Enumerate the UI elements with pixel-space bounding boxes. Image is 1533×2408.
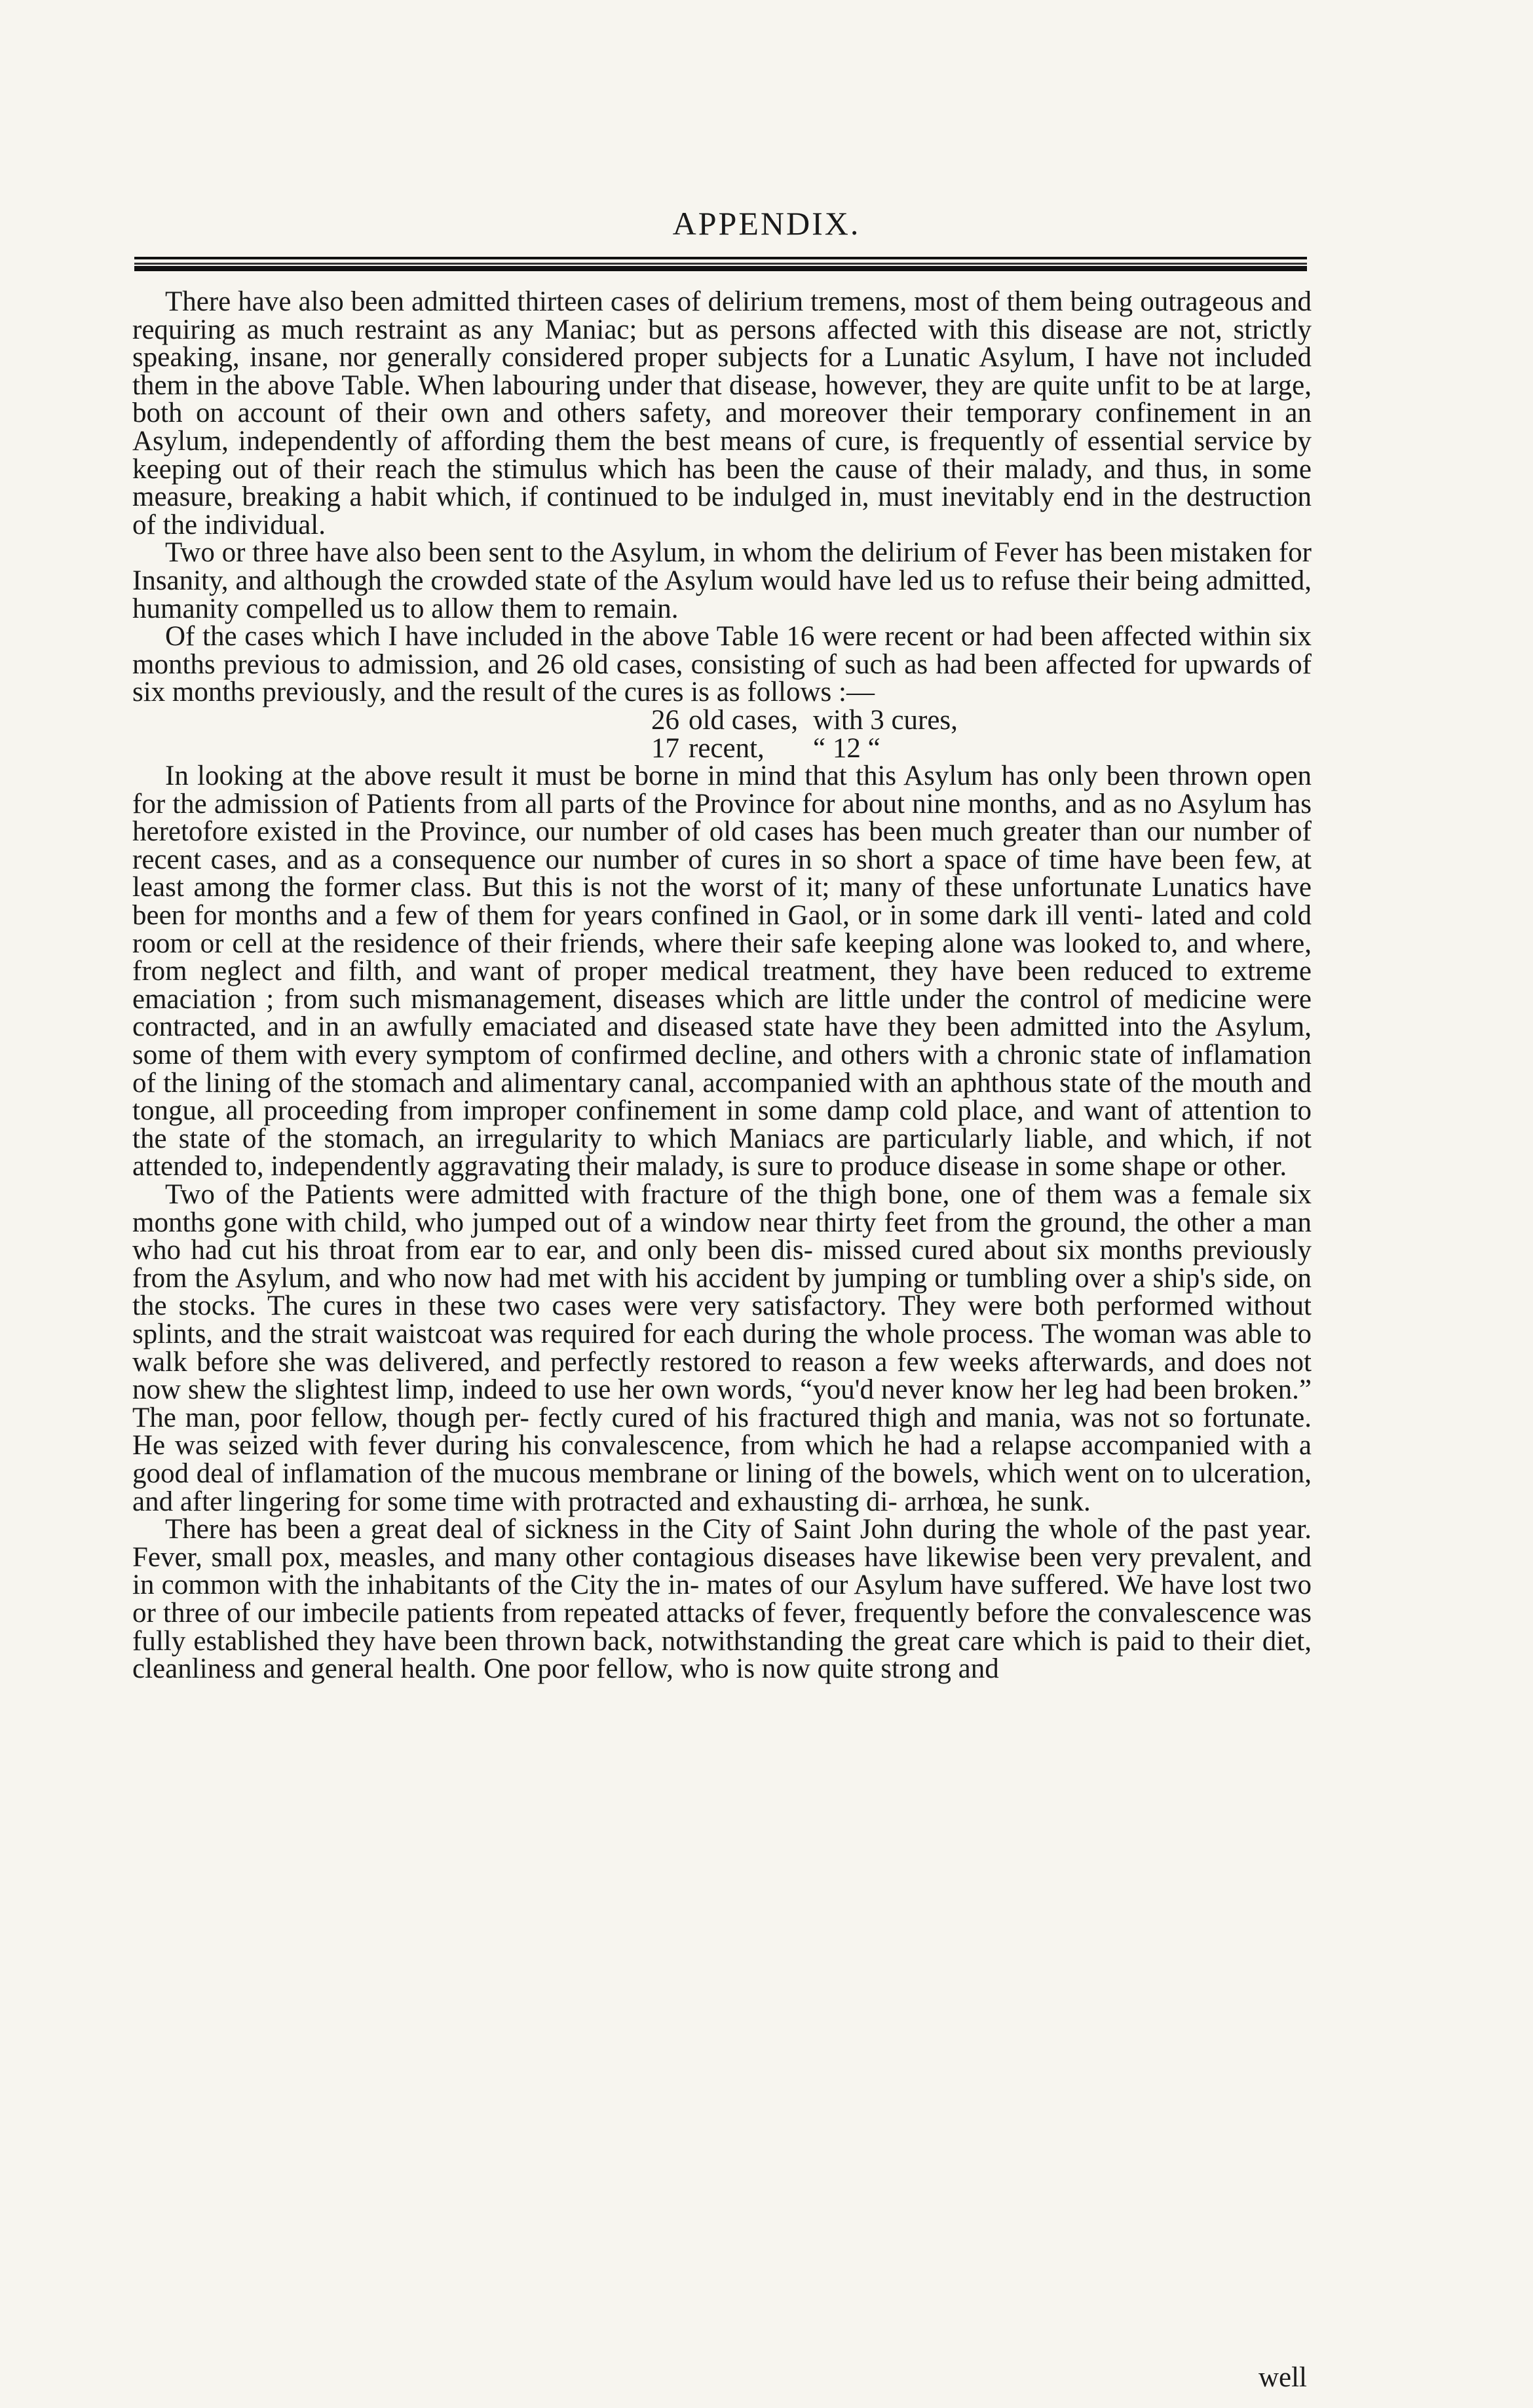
page-header: APPENDIX. — [672, 205, 861, 242]
catchword: well — [1258, 2362, 1307, 2393]
table-row — [132, 704, 1312, 736]
kind-cell: recent, — [689, 732, 765, 764]
cures-cell: “ 12 “ — [813, 732, 880, 764]
paragraph: There has been a great deal of sickness in the City of Saint John during the whole of the past year. Fever, small pox, measles, and many other contagious diseases have likewise been very prevalent, and in common with the inhabitants of the City the in- mates of our Asylum have suffered. We have lost two or three of our imbecile patients from repeated attacks of fever, frequently before the convalescence was fully established they have been thrown back, notwithstanding the great care which is paid to their diet, cleanliness and general health. One poor fellow, who is now quite strong and — [132, 1514, 1312, 1685]
count-cell: 17 — [651, 732, 679, 764]
paragraph: Of the cases which I have included in the above Table 16 were recent or had been affected within six months previous to admission, and 26 old cases, consisting of such as had been affected for upwards of six months previously, and the result of the cures is as follows :— — [132, 621, 1312, 708]
cures-cell: with 3 cures, — [813, 704, 958, 736]
paragraph: Two of the Patients were admitted with fracture of the thigh bone, one of them was a female six months gone with child, who jumped out of a window near thirty feet from the ground, the other a man who had cut his throat from ear to ear, and only been dis- missed cured about six months previously from the Asylum, and who now had met with his accident by jumping or tumbling over a ship's side, on the stocks. The cures in these two cases were very satisfactory. They were both performed without splints, and the strait waistcoat was required for each during the whole process. The woman was able to walk before she was delivered, and perfectly restored to reason a few weeks afterwards, and does not now shew the slightest limp, indeed to use her own words, “you'd never know her leg had been broken.” The man, poor fellow, though per- fectly cured of his fractured thigh and mania, was not so fortunate. He was seized with fever during his convalescence, from which he had a relapse accompanied with a good deal of inflamation of the mucous membrane or lining of the bowels, which went on to ulceration, and after lingering for some time with protracted and exhausting di- arrhœa, he sunk. — [132, 1179, 1312, 1517]
header-rule — [134, 257, 1307, 271]
body-text — [132, 288, 1312, 1684]
paragraph: There have also been admitted thirteen cases of delirium tremens, most of them being outrageous and requiring as much restraint as any Maniac; but as persons affected with this disease are not, strictly speaking, insane, nor generally considered proper subjects for a Lunatic Asylum, I have not included them in the above Table. When labouring under that disease, however, they are quite unfit to be at large, both on account of their own and others safety, and moreover their temporary confinement in an Asylum, independently of affording them the best means of cure, is frequently of essential service by keeping out of their reach the stimulus which has been the cause of their malady, and thus, in some measure, breaking a habit which, if continued to be indulged in, must inevitably end in the destruction of the individual. — [132, 286, 1312, 540]
kind-cell: old cases, — [689, 704, 799, 736]
table-row — [132, 732, 1312, 764]
count-cell: 26 — [651, 704, 679, 736]
results-table — [132, 704, 1312, 764]
paragraph: In looking at the above result it must be borne in mind that this Asylum has only been thrown open for the admission of Patients from all parts of the Province for about nine months, and as no Asylum has heretofore existed in the Province, our number of old cases has been much greater than our number of recent cases, and as a consequence our number of cures in so short a space of time have been few, at least among the former class. But this is not the worst of it; many of these unfortunate Lunatics have been for months and a few of them for years confined in Gaol, or in some dark ill venti- lated and cold room or cell at the residence of their friends, where their safe keeping alone was looked to, and where, from neglect and filth, and want of proper medical treatment, they have been reduced to extreme emaciation ; from such mismanagement, diseases which are little under the control of medicine were contracted, and in an awfully emaciated and diseased state have they been admitted into the Asylum, some of them with every symptom of confirmed decline, and others with a chronic state of inflamation of the lining of the stomach and alimentary canal, accompanied with an aphthous state of the mouth and tongue, all proceeding from improper confinement in some damp cold place, and want of attention to the state of the stomach, an irregularity to which Maniacs are particularly liable, and which, if not attended to, independently aggravating their malady, is sure to produce disease in some shape or other. — [132, 761, 1312, 1182]
paragraph: Two or three have also been sent to the Asylum, in whom the delirium of Fever has been mistaken for Insanity, and although the crowded state of the Asylum would have led us to refuse their being admitted, humanity compelled us to allow them to remain. — [132, 537, 1312, 624]
